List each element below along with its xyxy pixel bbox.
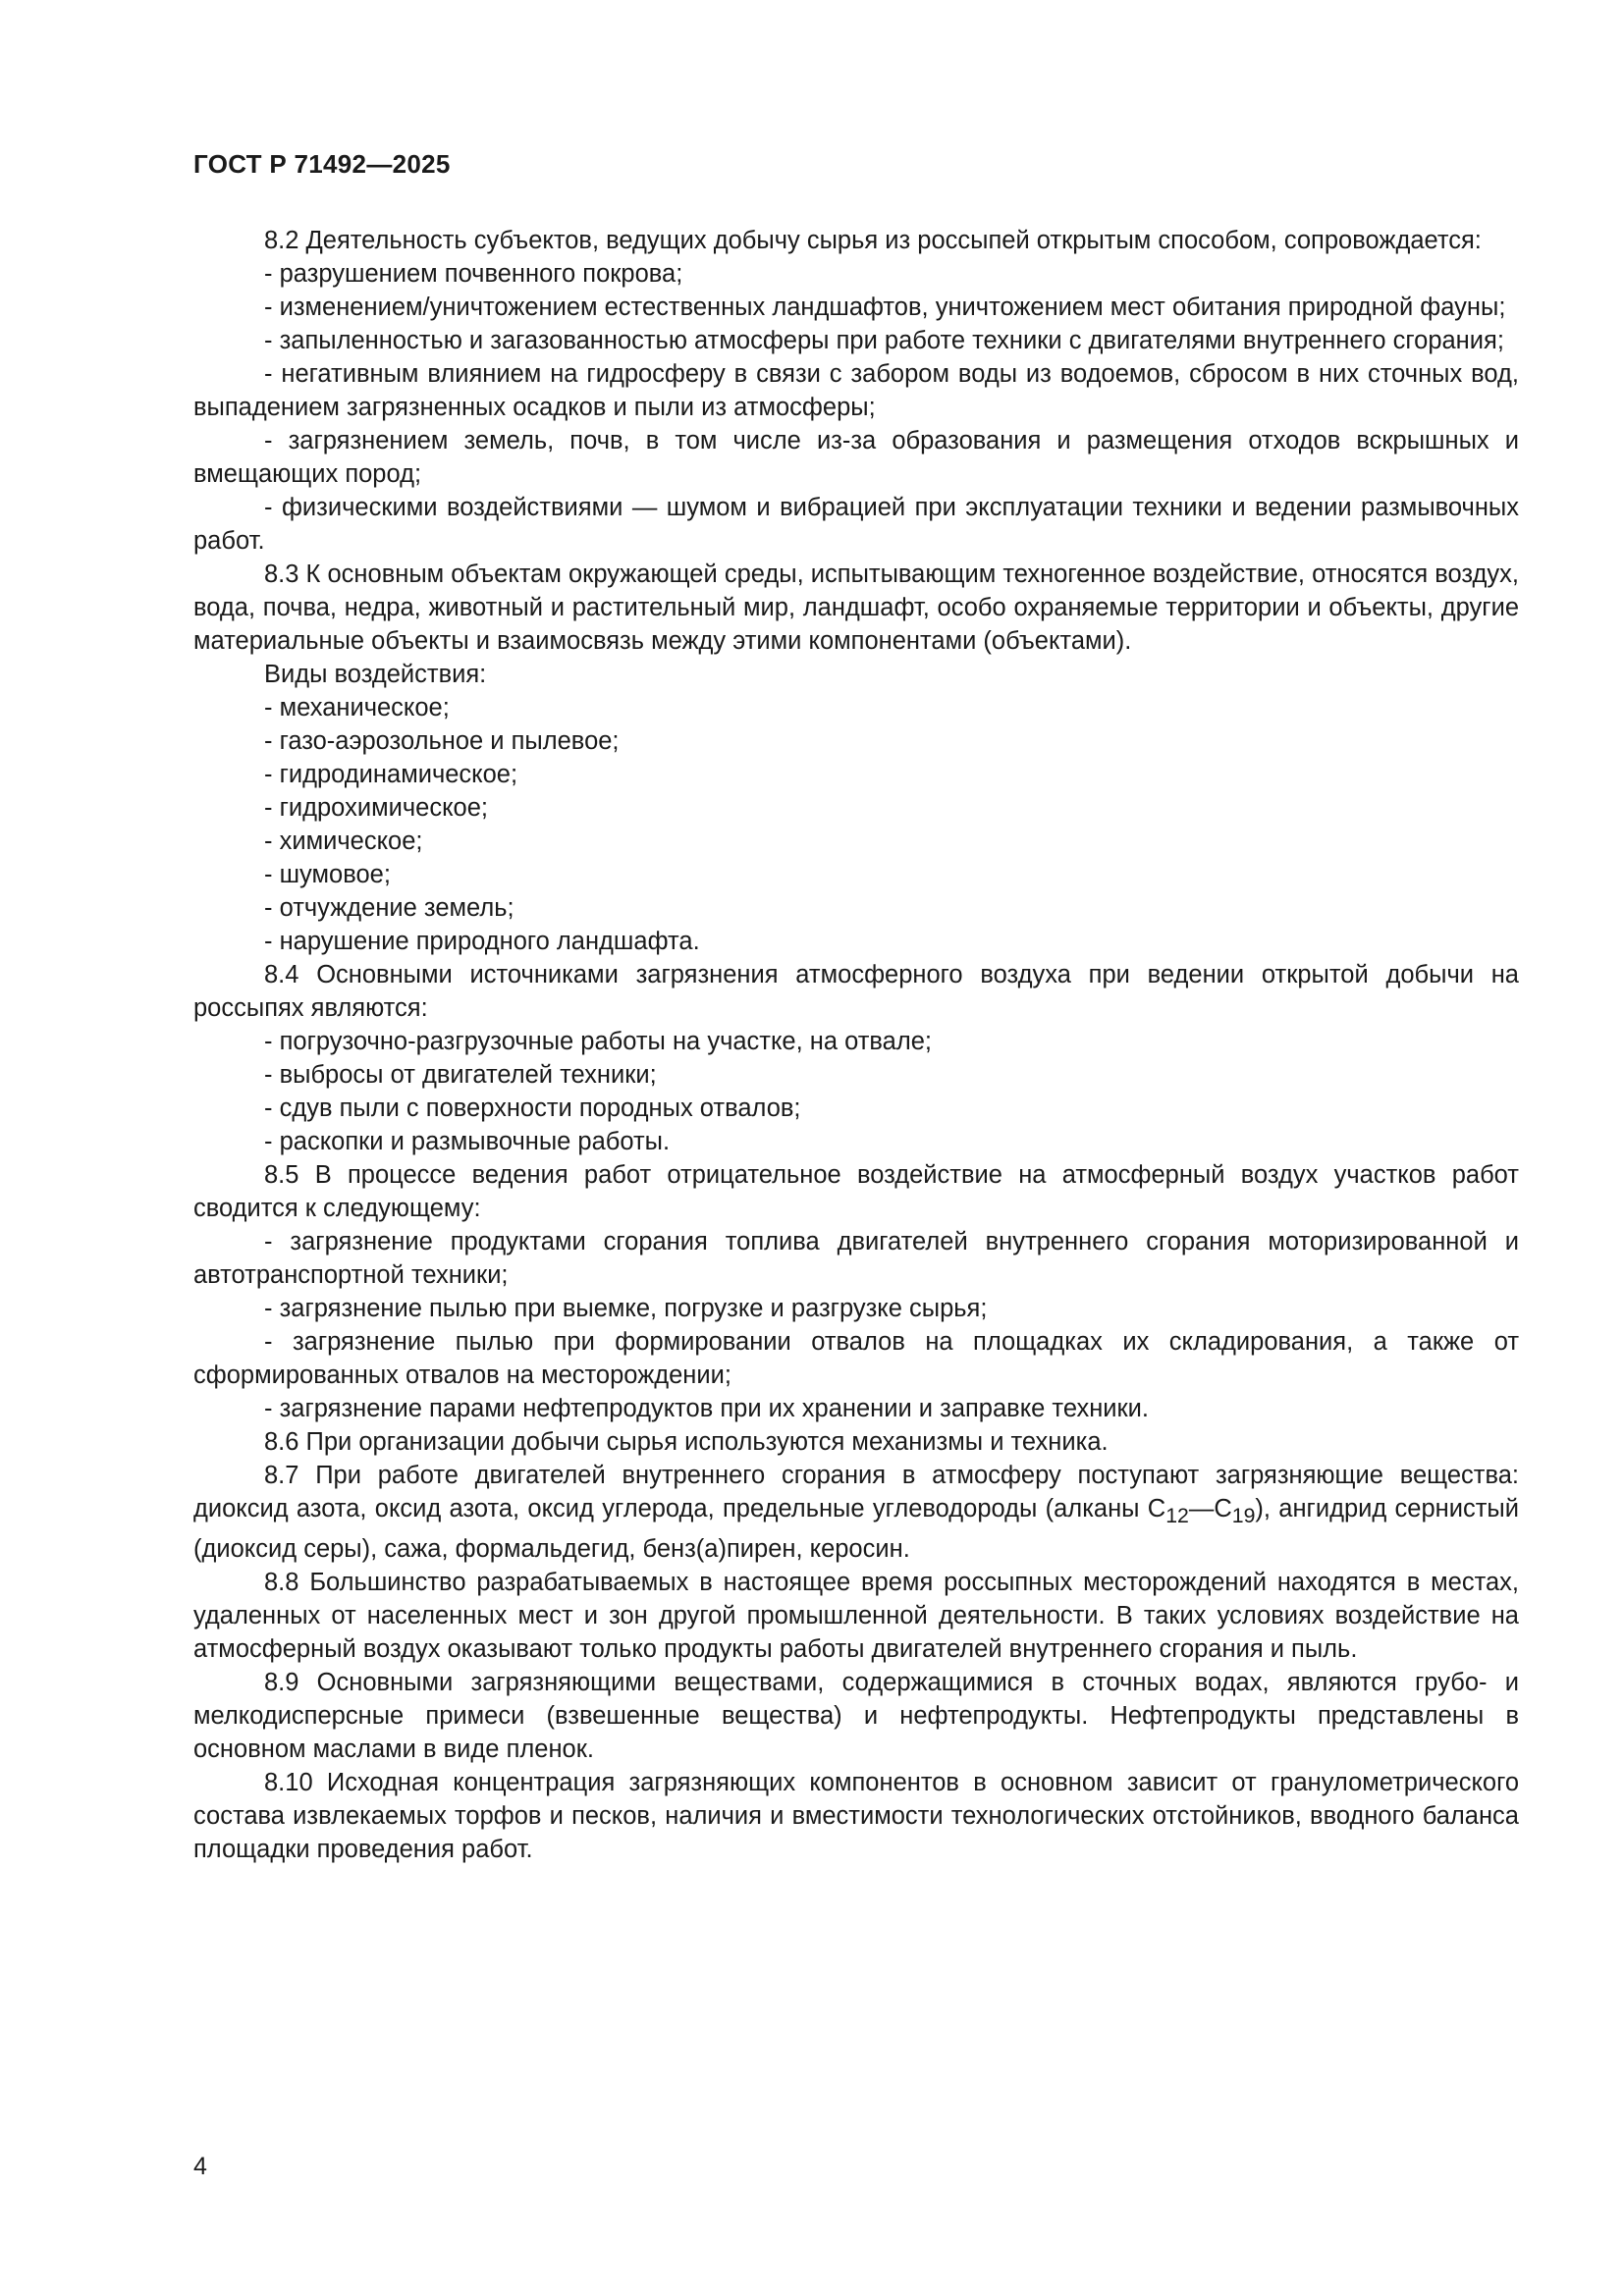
list-item: - нарушение природного ландшафта. [264,928,700,955]
clause-8-8: 8.8 Большинство разрабатываемых в настоящее время россыпных месторождений находятся в местах, удаленных от населенных мест и зон другой промышленной деятельности. В таких условиях воздействие на атмосферный воздух оказывают только продукты работы двигателей внутреннего сгорания и пыль. [193,1569,1519,1664]
dash-carbon: —C [1188,1495,1232,1522]
list-item: - негативным влиянием на гидросферу в связи с забором воды из водоемов, сбросом в них сточных вод, выпадением загрязненных осадков и пыли из атмосферы; [193,360,1519,421]
list-item: - отчуждение земель; [264,894,514,922]
list-item: - гидродинамическое; [264,761,518,788]
list-item: - загрязнение пылью при выемке, погрузке и разгрузке сырья; [264,1295,988,1322]
list-item: - загрязнение продуктами сгорания топлива двигателей внутреннего сгорания моторизированной и автотранспортной техники; [193,1228,1519,1289]
clause-8-7 [193,1459,1519,1566]
clause-8-5-intro: 8.5 В процессе ведения работ отрицательное воздействие на атмосферный воздух участков работ сводится к следующему: [193,1161,1519,1222]
clause-8-7-text-before: 8.7 При работе двигателей внутреннего сгорания в атмосферу поступают загрязняющие вещества: диоксид азота, оксид азота, оксид углерода, предельные углеводороды (алканы C [193,1462,1519,1522]
list-item: - разрушением почвенного покрова; [264,260,683,288]
subscript-12: 12 [1165,1504,1189,1528]
clause-8-2-intro: 8.2 Деятельность субъектов, ведущих добычу сырья из россыпей открытым способом, сопровождается: [264,227,1482,254]
list-item: - погрузочно-разгрузочные работы на участке, на отвале; [264,1028,932,1055]
clause-8-7-text-after: ), ангидрид сернистый (диоксид серы), сажа, формальдегид, бенз(а)пирен, керосин. [193,1495,1519,1564]
clause-8-10: 8.10 Исходная концентрация загрязняющих компонентов в основном зависит от гранулометрического состава извлекаемых торфов и песков, наличия и вместимости технологических отстойников, вводного баланса площадки проведения работ. [193,1769,1519,1864]
document-body [193,224,1519,1866]
list-item: - выбросы от двигателей техники; [264,1061,657,1089]
clause-8-3-intro: 8.3 К основным объектам окружающей среды, испытывающим техногенное воздействие, относятся воздух, вода, почва, недра, животный и растительный мир, ландшафт, особо охраняемые территории и объекты, другие материальные объекты и взаимосвязь между этими компонентами (объектами). [193,561,1519,655]
list-item: - загрязнение пылью при формировании отвалов на площадках их складирования, а также от сформированных отвалов на месторождении; [193,1328,1519,1389]
list-item: - загрязнением земель, почв, в том числе из-за образования и размещения отходов вскрышных и вмещающих пород; [193,427,1519,488]
clause-8-9: 8.9 Основными загрязняющими веществами, содержащимися в сточных водах, являются грубо- и мелкодисперсные примеси (взвешенные вещества) и нефтепродукты. Нефтепродукты представлены в основном маслами в виде пленок. [193,1669,1519,1764]
clause-8-4-intro: 8.4 Основными источниками загрязнения атмосферного воздуха при ведении открытой добычи на россыпях являются: [193,961,1519,1022]
list-item: - загрязнение парами нефтепродуктов при их хранении и заправке техники. [264,1395,1150,1422]
list-item: - запыленностью и загазованностью атмосферы при работе техники с двигателями внутреннего сгорания; [264,327,1504,354]
list-item: - шумовое; [264,861,391,888]
page-number: 4 [193,2153,207,2180]
clause-8-6: 8.6 При организации добычи сырья используются механизмы и техника. [264,1428,1109,1456]
list-item: - физическими воздействиями — шумом и вибрацией при эксплуатации техники и ведении размывочных работ. [193,494,1519,555]
list-item: - сдув пыли с поверхности породных отвалов; [264,1095,801,1122]
clause-8-3-subheading: Виды воздействия: [264,661,487,688]
list-item: - изменением/уничтожением естественных ландшафтов, уничтожением мест обитания природной фауны; [264,294,1506,321]
list-item: - механическое; [264,694,450,721]
list-item: - гидрохимическое; [264,794,488,822]
list-item: - химическое; [264,828,423,855]
list-item: - раскопки и размывочные работы. [264,1128,671,1155]
subscript-19: 19 [1231,1504,1256,1528]
list-item: - газо-аэрозольное и пылевое; [264,727,620,755]
standard-designation: ГОСТ Р 71492—2025 [193,149,451,179]
